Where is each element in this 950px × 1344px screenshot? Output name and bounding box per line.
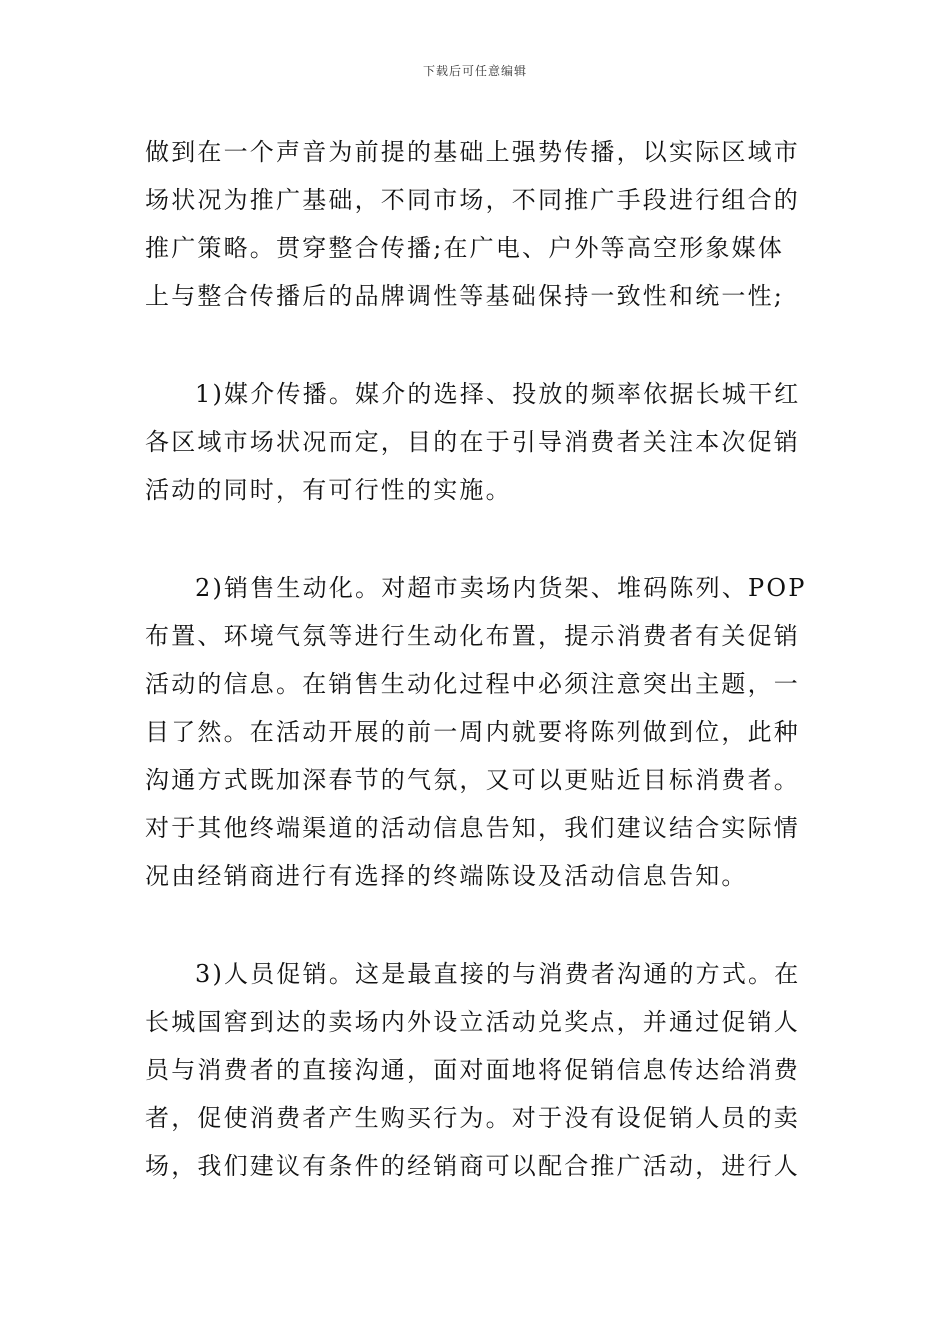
paragraph-personnel: 3)人员促销。这是最直接的与消费者沟通的方式。在长城国窖到达的卖场内外设立活动兑奖点，并通过促销人员与消费者的直接沟通，面对面地将促销信息传达给消费者，促使消费者产生购买行为。对于没有设促销人员的卖场，我们建议有条件的经销商可以配合推广活动，进行人 <box>145 960 801 1180</box>
document-body <box>145 128 807 1240</box>
paragraph-media: 1)媒介传播。媒介的选择、投放的频率依据长城干红各区域市场状况而定，目的在于引导消费者关注本次促销活动的同时，有可行性的实施。 <box>145 380 801 504</box>
paragraph-intro: 做到在一个声音为前提的基础上强势传播，以实际区域市场状况为推广基础，不同市场，不同推广手段进行组合的推广策略。贯穿整合传播;在广电、户外等高空形象媒体上与整合传播后的品牌调性等基础保持一致性和统一性; <box>145 138 800 310</box>
paragraph-merchandising: 2)销售生动化。对超市卖场内货架、堆码陈列、POP布置、环境气氛等进行生动化布置，提示消费者有关促销活动的信息。在销售生动化过程中必须注意突出主题，一目了然。在活动开展的前一周内就要将陈列做到位，此种沟通方式既加深春节的气氛，又可以更贴近目标消费者。对于其他终端渠道的活动信息告知，我们建议结合实际情况由经销商进行有选择的终端陈设及活动信息告知。 <box>145 574 807 890</box>
page-header: 下载后可任意编辑 <box>422 64 527 78</box>
